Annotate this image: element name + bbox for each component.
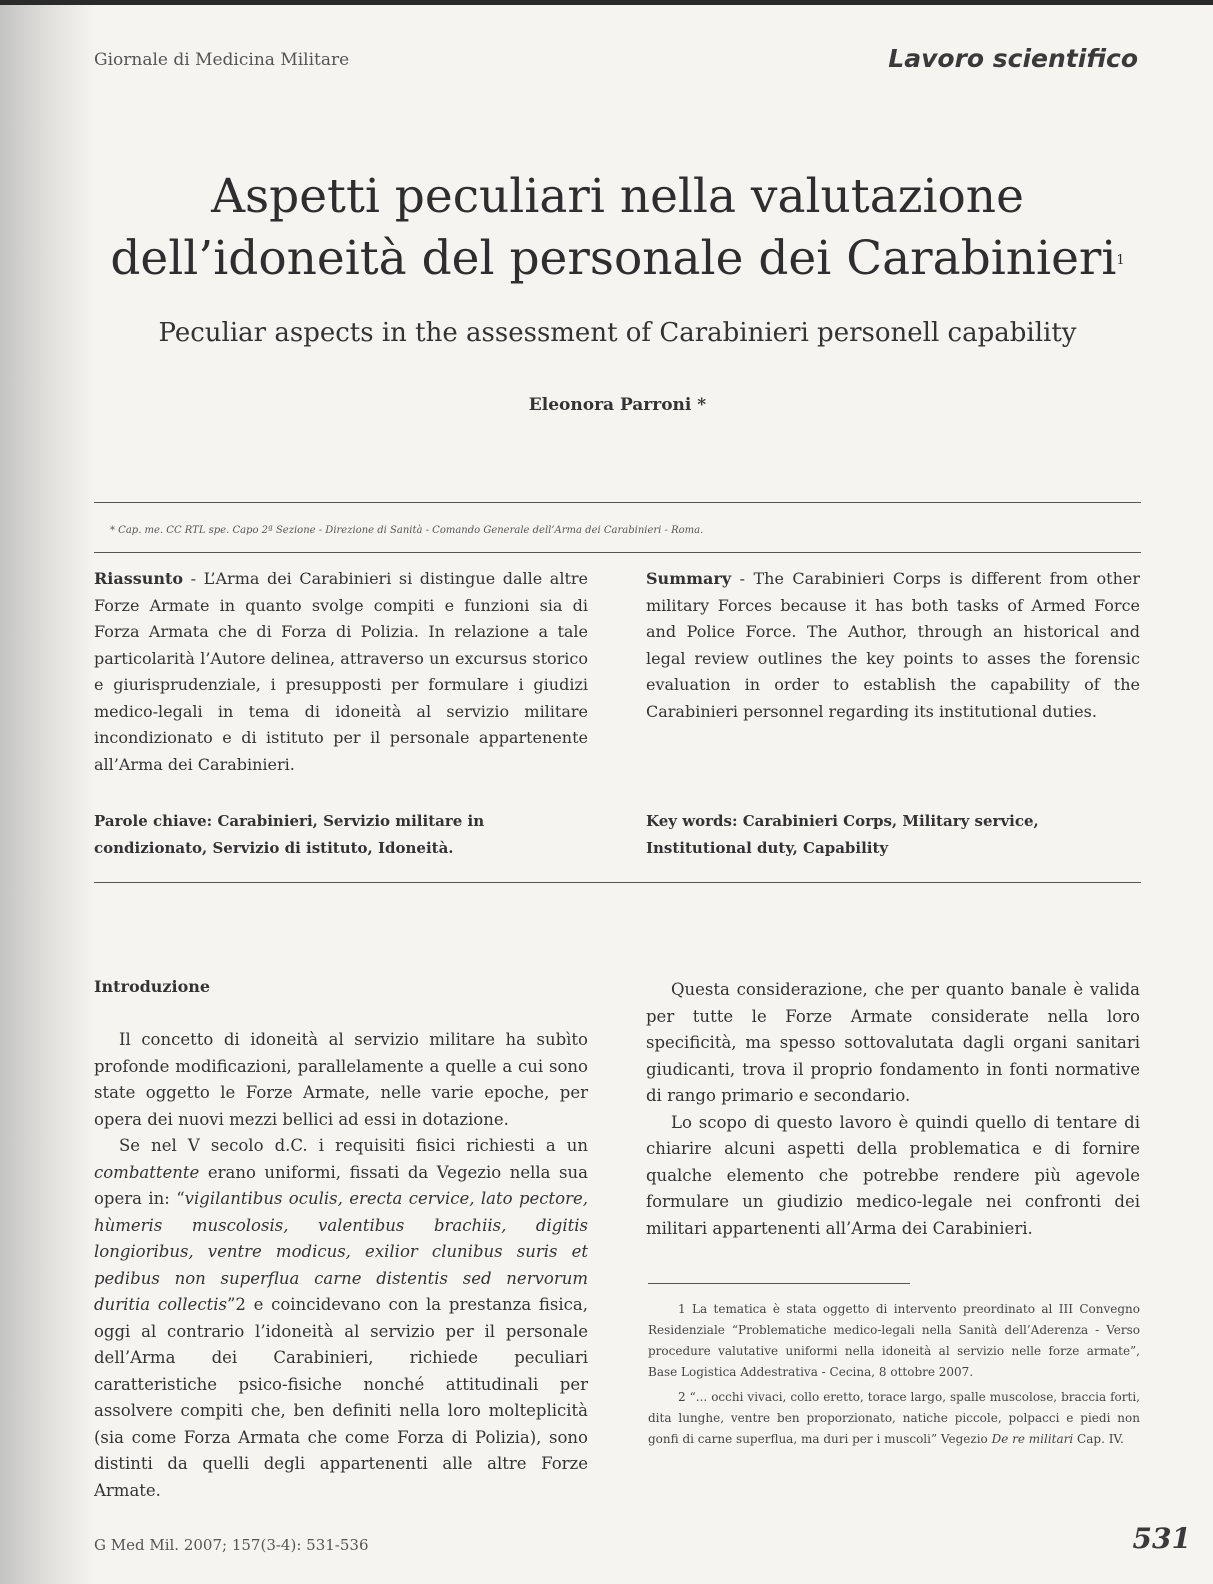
scan-top-edge xyxy=(0,0,1213,5)
rule-top xyxy=(94,502,1141,503)
footnote-2 xyxy=(648,1387,1140,1450)
journal-name: Giornale di Medicina Militare xyxy=(94,50,350,70)
paragraph xyxy=(94,1133,588,1504)
latin-quote: vigilantibus oculis, erecta cervice, lato pectore, hùmeris muscolosis, valentibus brachiis, digitis longioribus, ventre modicus, exilior clunibus suris et pedibus non superflua carne distentis sed nervorum duritia collectis xyxy=(94,1189,588,1314)
page-gutter-shadow xyxy=(0,0,95,1584)
title-line-1: Aspetti peculiari nella valutazione xyxy=(211,169,1024,224)
keywords-italian: Parole chiave: Carabinieri, Servizio militare in condizionato, Servizio di istituto, Idoneità. xyxy=(94,812,485,857)
title-line-2-text: dell’idoneità del personale dei Carabinieri xyxy=(110,231,1117,286)
article-title xyxy=(95,166,1140,290)
title-footnote-marker: 1 xyxy=(1116,253,1125,268)
text-run: e coincidevano con la prestanza fisica, oggi al contrario l’idoneità al servizio per il personale dell’Arma dei Carabinieri, richiede peculiari caratteristiche psico-fisiche nonché attitudinali per assolvere compiti che, ben definiti nella loro molteplicità (sia come Forza Armata che come Forza di Polizia), sono distinti da quelli degli appartenenti alle altre Forze Armate. xyxy=(94,1295,588,1500)
abstract-english xyxy=(646,566,1140,725)
abstract-english-text: - The Carabinieri Corps is different from other military Forces because it has both tasks of Armed Force and Police Force. The Author, through an historical and legal review outlines the key points to asses the forensic evaluation in order to establish the capability of the Carabinieri personnel regarding its institutional duties. xyxy=(646,569,1140,721)
italic-title: De re militari xyxy=(991,1432,1074,1446)
journal-citation: G Med Mil. 2007; 157(3-4): 531-536 xyxy=(94,1536,369,1554)
text-run: Se nel V secolo d.C. i requisiti fisici richiesti a un xyxy=(119,1136,588,1155)
footnote-1: 1 La tematica è stata oggetto di intervento preordinato al III Convegno Residenziale “Problematiche medico-legali nella Sanità dell’Aderenza - Verso procedure valutative uniformi nella idoneità al servizio nelle forze armate”, Base Logistica Addestrativa - Cecina, 8 ottobre 2007. xyxy=(648,1302,1140,1379)
title-line-2 xyxy=(95,228,1140,290)
section-label: Lavoro scientifico xyxy=(888,44,1138,73)
paragraph: Il concetto di idoneità al servizio militare ha subìto profonde modificazioni, parallelamente a quelle a cui sono state oggetto le Forze Armate, nelle varie epoche, per opera dei nuovi mezzi bellici ad essi in dotazione. xyxy=(94,1030,588,1129)
author-affiliation: * Cap. me. CC RTL spe. Capo 2ª Sezione - Direzione di Sanità - Comando Generale dell’Arma dei Carabinieri - Roma. xyxy=(110,525,704,536)
paragraph: Lo scopo di questo lavoro è quindi quello di tentare di chiarire alcuni aspetti della problematica e di fornire qualche elemento che potrebbe rendere più agevole formulare un giudizio medico-legale nei confronti dei militari appartenenti all’Arma dei Carabinieri. xyxy=(646,1112,1140,1238)
body-column-left xyxy=(94,1027,588,1504)
text-run: 2 “... occhi vivaci, collo eretto, torace largo, spalle muscolose, braccia forti, dita lunghe, ventre ben proporzionato, natiche piccole, polpacci e piedi non gonfi di carne superflua, ma duri per i muscoli” Vegezio xyxy=(648,1390,1140,1446)
paragraph: Questa considerazione, che per quanto banale è valida per tutte le Forze Armate considerate nella loro specificità, ma spesso sottovalutata dagli organi sanitari giudicanti, trova il proprio fondamento in fonti normative di rango primario e secondario. xyxy=(646,980,1140,1105)
section-heading-introduzione: Introduzione xyxy=(94,977,211,996)
footnote-ref: ”2 xyxy=(226,1295,246,1314)
abstract-italian-label: Riassunto xyxy=(94,569,184,588)
abstract-english-label: Summary xyxy=(646,569,732,588)
italic-term: combattente xyxy=(94,1162,200,1182)
text-run: Cap. IV. xyxy=(1073,1432,1124,1446)
footnote-separator xyxy=(648,1283,910,1284)
footnotes xyxy=(648,1299,1140,1454)
abstract-italian xyxy=(94,566,588,778)
abstract-italian-text: - L’Arma dei Carabinieri si distingue dalle altre Forze Armate in quanto svolge compiti e funzioni sia di Forza Armata che di Forza di Polizia. In relazione a tale particolarità l’Autore delinea, attraverso un excursus storico e giurisprudenziale, i presupposti per formulare i giudizi medico-legali in tema di idoneità al servizio militare incondizionato e di istituto per il personale appartenente all’Arma dei Carabinieri. xyxy=(94,569,588,774)
keywords-english: Key words: Carabinieri Corps, Military service, Institutional duty, Capability xyxy=(646,812,1039,857)
text-run: erano uniformi, fissati da Vegezio nella sua opera in: “ xyxy=(94,1162,588,1208)
article-subtitle-english: Peculiar aspects in the assessment of Carabinieri personell capability xyxy=(158,318,1077,348)
page-number: 531 xyxy=(1132,1522,1191,1555)
rule-below-affiliation xyxy=(94,552,1141,553)
body-column-right xyxy=(646,977,1140,1242)
author-name: Eleonora Parroni * xyxy=(528,395,707,415)
rule-below-abstract xyxy=(94,882,1141,883)
